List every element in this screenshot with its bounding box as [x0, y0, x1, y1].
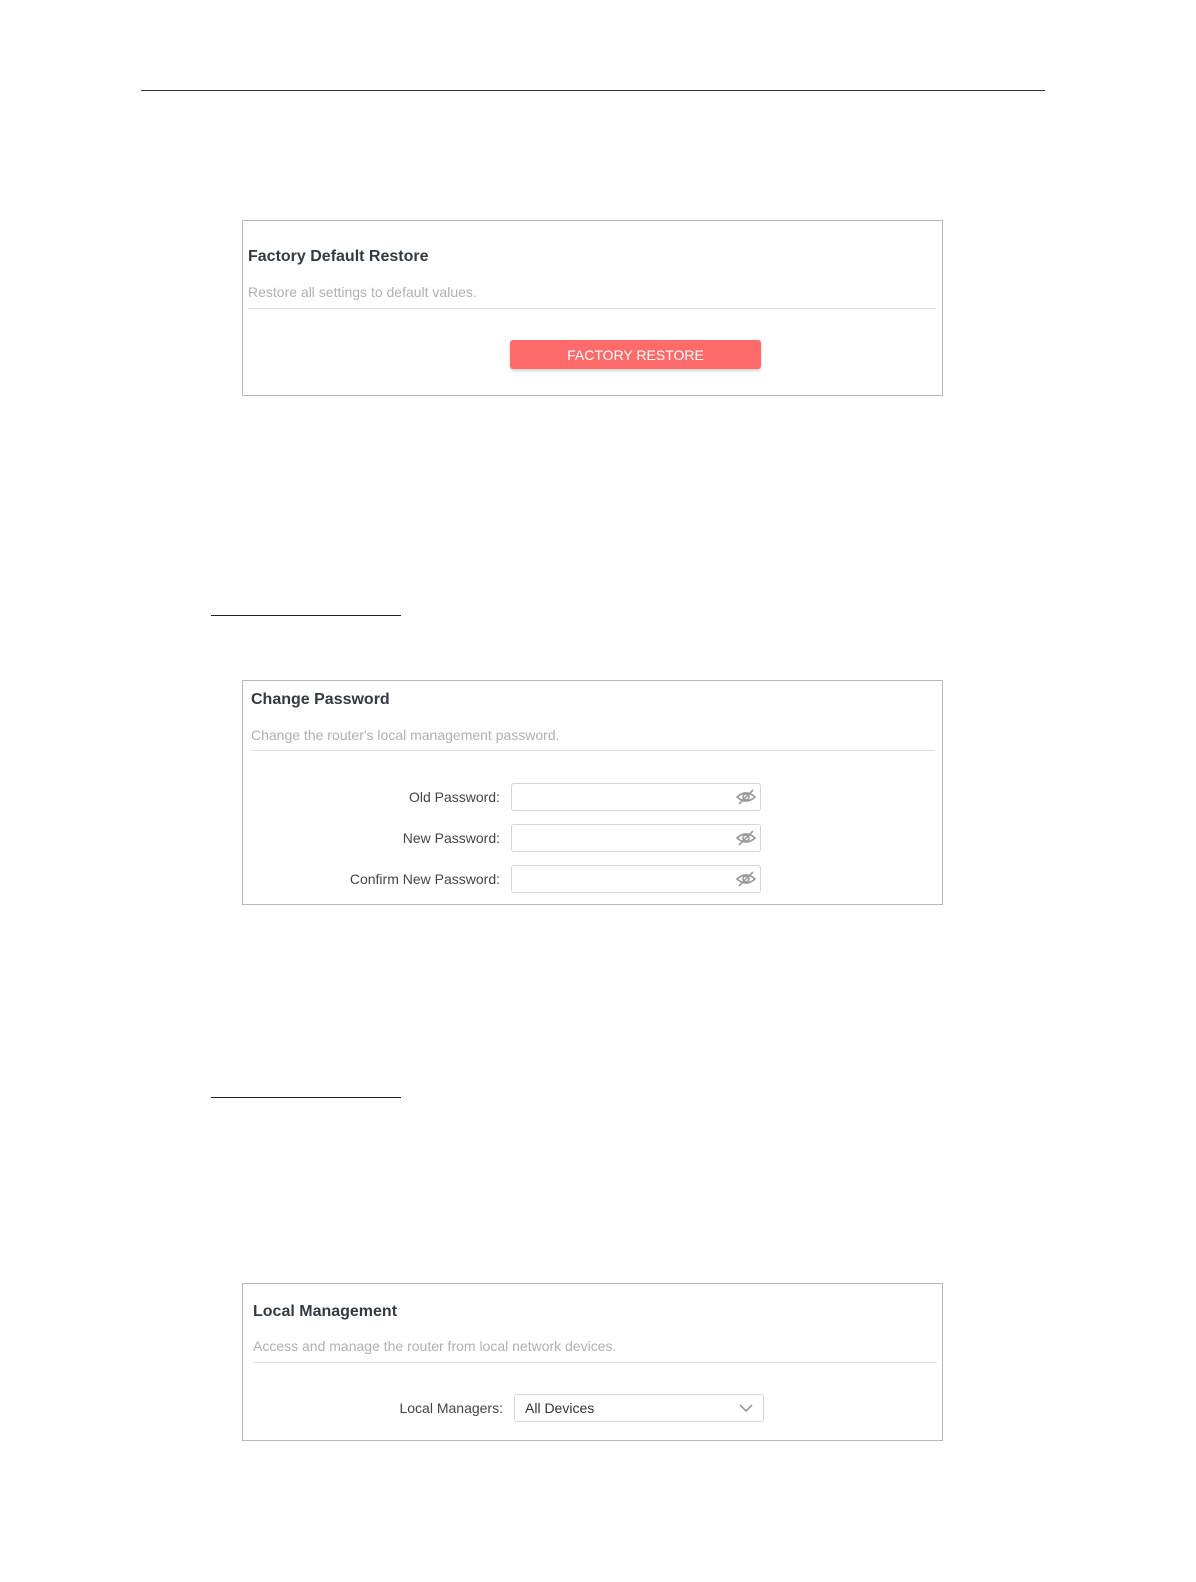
section-divider: [253, 1362, 937, 1363]
local-managers-value: All Devices: [525, 1400, 595, 1416]
factory-restore-button[interactable]: FACTORY RESTORE: [510, 340, 761, 369]
change-password-title: Change Password: [251, 691, 390, 708]
change-password-panel: [242, 680, 943, 905]
change-password-description: Change the router's local management password.: [251, 727, 560, 743]
eye-slash-icon[interactable]: [735, 789, 757, 805]
old-password-label: Old Password:: [408, 789, 500, 805]
local-management-description: Access and manage the router from local network devices.: [253, 1338, 617, 1354]
old-password-field[interactable]: [511, 783, 761, 811]
factory-restore-description: Restore all settings to default values.: [248, 284, 477, 300]
new-password-field[interactable]: [511, 824, 761, 852]
local-managers-select[interactable]: [514, 1394, 764, 1422]
new-password-input[interactable]: [512, 825, 746, 851]
factory-restore-panel: [242, 220, 943, 396]
section-rule: [211, 615, 401, 616]
confirm-password-label: Confirm New Password:: [349, 871, 500, 887]
local-managers-label: Local Managers:: [399, 1400, 503, 1416]
eye-slash-icon[interactable]: [735, 871, 757, 887]
local-management-title: Local Management: [253, 1303, 398, 1320]
local-management-panel: [242, 1283, 943, 1441]
new-password-label: New Password:: [402, 830, 500, 846]
confirm-password-input[interactable]: [512, 866, 746, 892]
section-divider: [248, 308, 936, 309]
eye-slash-icon[interactable]: [735, 830, 757, 846]
section-divider: [251, 750, 935, 751]
chevron-down-icon: [739, 1403, 753, 1413]
confirm-password-field[interactable]: [511, 865, 761, 893]
section-rule: [211, 1097, 401, 1098]
page-header-rule: [141, 90, 1045, 91]
factory-restore-title: Factory Default Restore: [248, 248, 429, 265]
old-password-input[interactable]: [512, 784, 746, 810]
